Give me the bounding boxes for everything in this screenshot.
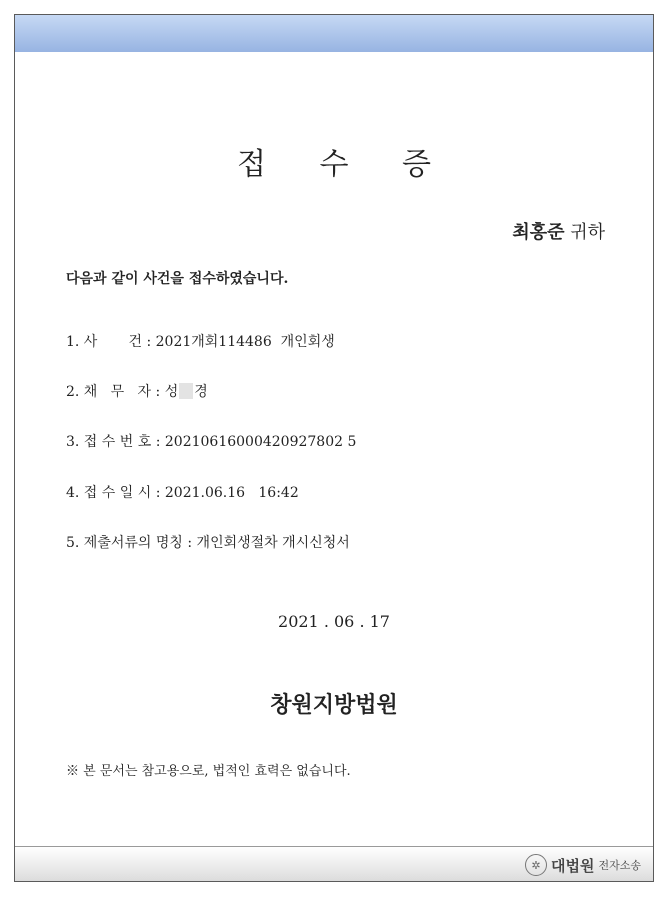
- receipt-page: [14, 14, 654, 882]
- debtor-label: 2. 채 무 자 :: [66, 384, 165, 400]
- recipient: [512, 218, 605, 244]
- debtor-name-first: 성: [164, 384, 179, 400]
- case-row: [66, 331, 335, 351]
- footer-band: [15, 846, 653, 881]
- header-band: [15, 15, 653, 52]
- logo-service: 전자소송: [598, 859, 641, 872]
- document-name-row: [66, 532, 350, 552]
- case-label: 1. 사 건 :: [66, 334, 156, 350]
- title-char: 접: [236, 147, 266, 182]
- court-name: 창원지방법원: [270, 692, 398, 718]
- receipt-number-label: 3. 접 수 번 호 :: [66, 434, 165, 450]
- case-value: 2021개회114486 개인회생: [155, 334, 335, 350]
- receipt-number-value: 20210616000420927802 5: [164, 434, 357, 450]
- receipt-notice: 다음과 같이 사건을 접수하였습니다.: [66, 271, 289, 287]
- title-char: 증: [402, 147, 432, 182]
- reference-note: ※ 본 문서는 참고용으로, 법적인 효력은 없습니다.: [66, 764, 351, 779]
- receipt-number-row: [66, 431, 356, 451]
- debtor-name-last: 경: [194, 384, 208, 400]
- logo-brand: 대법원: [551, 856, 595, 875]
- receipt-datetime-value: 2021.06.16 16:42: [164, 485, 299, 501]
- document-title: [15, 139, 653, 183]
- recipient-suffix: 귀하: [570, 222, 605, 243]
- debtor-row: [66, 381, 208, 401]
- title-char: 수: [319, 147, 349, 182]
- document-name-value: 개인회생절차 개시신청서: [196, 535, 350, 551]
- document-name-label: 5. 제출서류의 명칭 :: [66, 535, 197, 551]
- receipt-datetime-label: 4. 접 수 일 시 :: [66, 485, 165, 501]
- court-emblem-icon: ✲: [525, 854, 547, 876]
- court-logo: [525, 854, 641, 876]
- recipient-name: 최홍준: [512, 222, 565, 243]
- masked-character: [179, 383, 193, 399]
- issue-date: 2021 . 06 . 17: [278, 612, 390, 631]
- receipt-datetime-row: [66, 482, 299, 502]
